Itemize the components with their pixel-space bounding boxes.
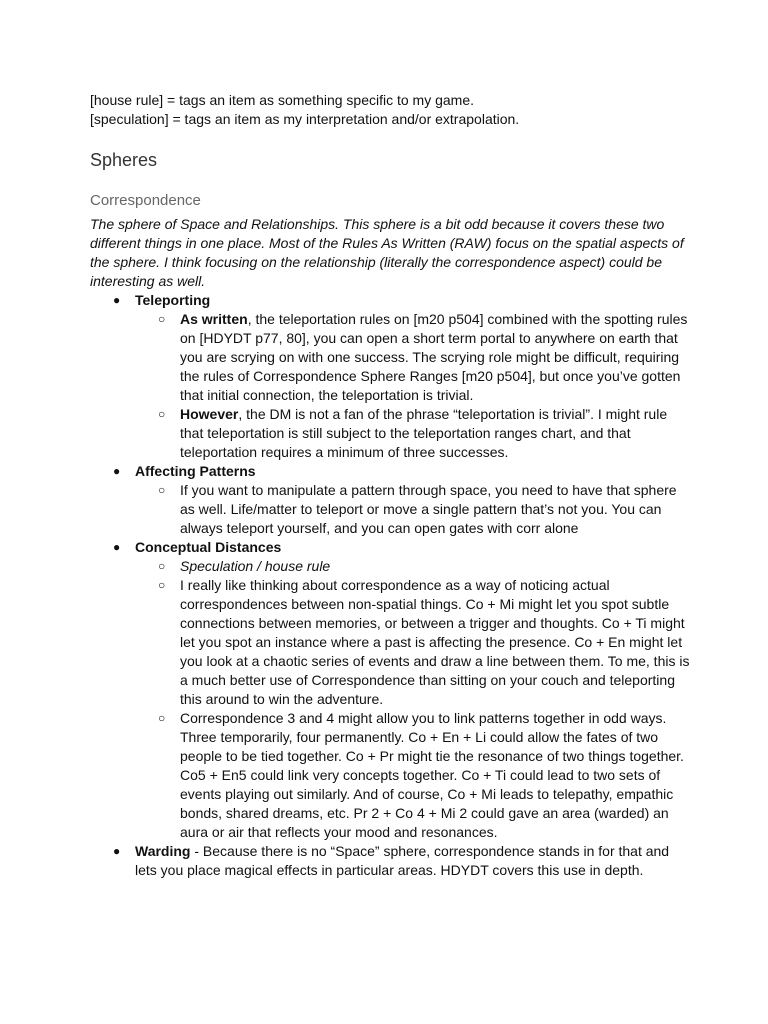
sub-text: Correspondence 3 and 4 might allow you to link patterns together in odd ways. Three temporarily, four permanently. Co + En + Li could allow the fates of two people to be tied together. Co + Pr might tie the resonance of two things together. Co5 + En5 could link very concepts together. Co + Ti could lead to two sets of events playing out similarly. And of course, Co + Mi leads to telepathy, empathic bonds, shared dreams, etc. Pr 2 + Co 4 + Mi 2 could gave an area (warded) an aura or air that reflects your mood and resonances. [180, 710, 684, 840]
topic-list [90, 291, 690, 880]
bullet-disc-icon: ● [113, 844, 121, 858]
item-title: Conceptual Distances [135, 539, 282, 555]
sub-text: , the teleportation rules on [m20 p504] combined with the spotting rules on [HDYDT p77, 80], you can open a short term portal to anywhere on earth that you are scrying on with one success. The scrying role might be difficult, requiring the rules of Correspondence Sphere Ranges [m20 p504], but once you’ve gotten that initial connection, the teleportation is trivial. [180, 311, 688, 403]
correspondence-intro: The sphere of Space and Relationships. This sphere is a bit odd because it covers these two different things in one place. Most of the Rules As Written (RAW) focus on the spatial aspects of the sphere. I think focusing on the relationship (literally the correspondence aspect) could be interesting as well. [90, 216, 684, 289]
list-item-teleporting [90, 291, 690, 462]
sub-bold-lead: As written [180, 311, 248, 327]
sublist-item [135, 405, 690, 462]
list-item-affecting-patterns [90, 462, 690, 538]
legend-speculation: [speculation] = tags an item as my interpretation and/or extrapolation. [90, 111, 520, 127]
sub-bold-lead: However [180, 406, 239, 422]
sublist-item [135, 310, 690, 405]
item-title: Warding [135, 843, 191, 859]
sublist-item [135, 557, 690, 576]
list-item-warding [90, 842, 690, 880]
item-text: - Because there is no “Space” sphere, correspondence stands in for that and lets you place magical effects in particular areas. HDYDT covers this use in depth. [135, 843, 670, 878]
sublist-item [135, 576, 690, 709]
bullet-disc-icon: ● [113, 464, 121, 478]
sub-text: I really like thinking about correspondence as a way of noticing actual correspondences between non-spatial things. Co + Mi might let you spot subtle connections between memories, or between a trigger and thoughts. Co + Ti might let you spot an instance where a past is affecting the presence. Co + En might let you look at a chaotic series of events and draw a line between them. To me, this is a much better use of Correspondence than sitting on your couch and teleporting this around to win the adventure. [180, 577, 690, 707]
bullet-disc-icon: ● [113, 540, 121, 554]
sublist [135, 481, 690, 538]
bullet-circle-icon: ○ [158, 578, 166, 592]
item-title: Teleporting [135, 292, 211, 308]
legend-house-rule: [house rule] = tags an item as something specific to my game. [90, 92, 475, 108]
section-title: Spheres [90, 150, 158, 170]
bullet-circle-icon: ○ [158, 407, 166, 421]
sublist-item [135, 481, 690, 538]
bullet-disc-icon: ● [113, 293, 121, 307]
sublist [135, 310, 690, 462]
sub-text: , the DM is not a fan of the phrase “teleportation is trivial”. I might rule that teleportation is still subject to the teleportation ranges chart, and that teleportation requires a minimum of three successes. [180, 406, 668, 460]
bullet-circle-icon: ○ [158, 312, 166, 326]
list-item-conceptual-distances [90, 538, 690, 842]
sub-text: If you want to manipulate a pattern through space, you need to have that sphere as well. Life/matter to teleport or move a single pattern that’s not you. You can always teleport yourself, and you can open gates with corr alone [180, 482, 677, 536]
bullet-circle-icon: ○ [158, 559, 166, 573]
bullet-circle-icon: ○ [158, 711, 166, 725]
sub-text: Speculation / house rule [180, 558, 331, 574]
bullet-circle-icon: ○ [158, 483, 166, 497]
subsection-title: Correspondence [90, 192, 201, 209]
document-page [90, 91, 690, 880]
sublist [135, 557, 690, 842]
sublist-item [135, 709, 690, 842]
item-title: Affecting Patterns [135, 463, 256, 479]
